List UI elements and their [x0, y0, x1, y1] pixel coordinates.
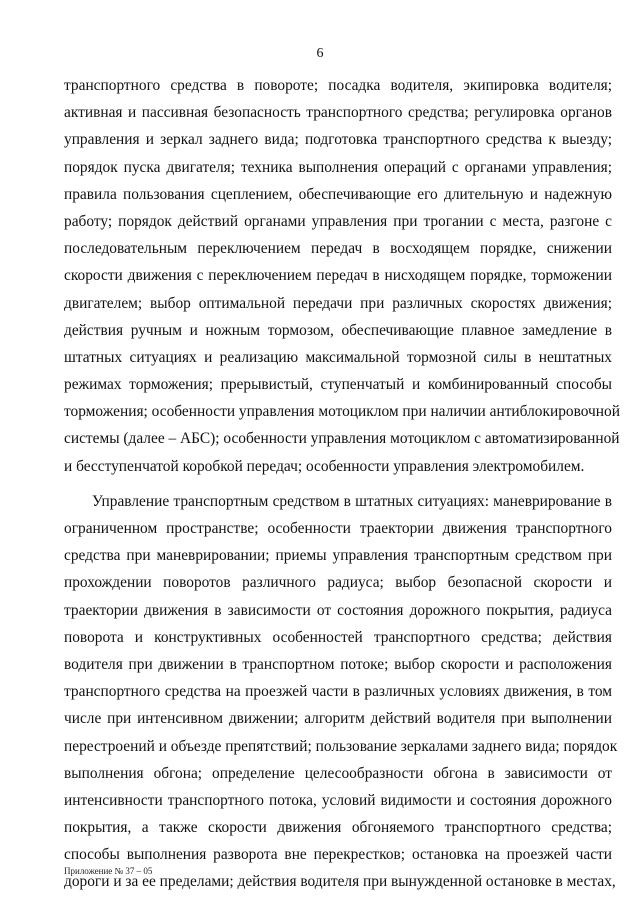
text-line: правила пользования сцеплением, обеспечивающие его длительную и надежную — [64, 185, 612, 203]
text-line: дороги и за ее пределами; действия водителя при вынужденной остановке в местах, — [64, 873, 616, 891]
text-line: покрытия, а также скорости движения обгоняемого транспортного средства; — [64, 819, 612, 837]
paragraph-1 — [64, 72, 620, 480]
text-line: торможения; особенности управления мотоциклом при наличии антиблокировочной — [64, 403, 620, 421]
text-line: числе при интенсивном движении; алгоритм действий водителя при выполнении — [64, 710, 612, 728]
text-line: перестроений и объезде препятствий; пользование зеркалами заднего вида; порядок — [64, 737, 618, 755]
text-line: порядок пуска двигателя; техника выполнения операций с органами управления; — [64, 158, 612, 176]
text-line: штатных ситуациях и реализацию максимальной тормозной силы в нештатных — [64, 348, 612, 366]
text-line: и бесступенчатой коробкой передач; особенности управления электромобилем. — [64, 457, 585, 475]
page-number: 6 — [316, 46, 324, 61]
text-line: прохождении поворотов различного радиуса; выбор безопасной скорости и — [64, 574, 612, 592]
text-line: режимах торможения; прерывистый, ступенчатый и комбинированный способы — [64, 376, 612, 394]
text-line: интенсивности транспортного потока, условий видимости и состояния дорожного — [64, 791, 612, 809]
text-line: действия ручным и ножным тормозом, обеспечивающие плавное замедление в — [64, 321, 612, 339]
text-line: скорости движения с переключением передач в нисходящем порядке, торможении — [64, 267, 612, 285]
body-text — [64, 72, 620, 896]
text-line: последовательным переключением передач в восходящем порядке, снижении — [64, 240, 612, 258]
text-line: системы (далее – АБС); особенности управления мотоциклом с автоматизированной — [64, 430, 620, 448]
paragraph-gap — [64, 480, 612, 488]
text-line: Управление транспортным средством в штатных ситуациях: маневрирование в — [92, 492, 612, 510]
text-line: транспортного средства на проезжей части в различных условиях движения, в том — [64, 683, 612, 701]
text-line: транспортного средства в повороте; посадка водителя, экипировка водителя; — [64, 77, 612, 94]
paragraph-2 — [64, 488, 618, 896]
text-line: поворота и конструктивных особенностей транспортного средства; действия — [64, 628, 612, 646]
text-line: выполнения обгона; определение целесообразности обгона в зависимости от — [64, 764, 612, 782]
text-line: водителя при движении в транспортном потоке; выбор скорости и расположения — [64, 655, 612, 673]
text-line: управления и зеркал заднего вида; подготовка транспортного средства к выезду; — [64, 131, 612, 149]
text-line: способы выполнения разворота вне перекрестков; остановка на проезжей части — [64, 846, 612, 864]
text-line: двигателем; выбор оптимальной передачи при различных скоростях движения; — [64, 294, 612, 312]
text-line: траектории движения в зависимости от состояния дорожного покрытия, радиуса — [64, 601, 612, 619]
footer-note: Приложение № 37 – 05 — [64, 866, 153, 876]
text-line: работу; порядок действий органами управления при трогании с места, разгоне с — [64, 212, 612, 230]
text-line: активная и пассивная безопасность транспортного средства; регулировка органов — [64, 104, 612, 122]
text-line: ограниченном пространстве; особенности траектории движения транспортного — [64, 520, 612, 537]
text-line: средства при маневрировании; приемы управления транспортным средством при — [64, 547, 612, 565]
